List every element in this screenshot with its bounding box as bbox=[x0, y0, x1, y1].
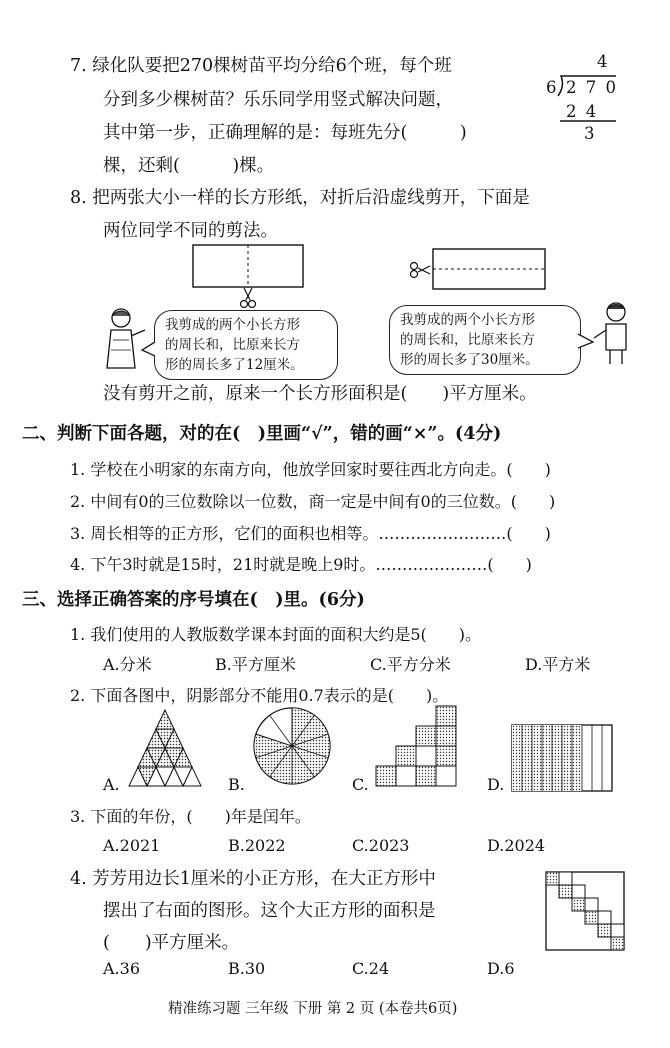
sec3-q3-option-b: B.2022 bbox=[228, 836, 286, 855]
bubble-left-line2: 的周长和，比原来长方 bbox=[165, 337, 300, 353]
scissors-icon-right bbox=[408, 260, 430, 280]
speech-bubble-left bbox=[154, 310, 338, 380]
sec2-item-3: 3. 周长相等的正方形，它们的面积也相等。……………………( ) bbox=[70, 524, 551, 543]
student-girl-icon bbox=[103, 306, 148, 371]
figure-c-label: C. bbox=[352, 775, 369, 794]
figure-big-square bbox=[546, 872, 626, 952]
figure-d-label: D. bbox=[487, 775, 505, 794]
bubble-left-line1: 我剪成的两个小长方形 bbox=[165, 317, 300, 333]
sec2-item-4: 4. 下午3时就是15时，21时就是晚上9时。…………………( ) bbox=[70, 555, 532, 574]
bubble-left-line3: 形的周长多了12厘米。 bbox=[165, 357, 304, 373]
bubble-right-line2: 的周长和，比原来长方 bbox=[400, 332, 535, 348]
sec3-q4-option-d: D.6 bbox=[487, 959, 515, 978]
q8-answer-line: 没有剪开之前，原来一个长方形面积是( )平方厘米。 bbox=[103, 384, 537, 404]
student-boy-icon bbox=[592, 300, 637, 365]
sec3-q1-option-c: C.平方分米 bbox=[370, 655, 451, 674]
sec3-q4-option-c: C.24 bbox=[352, 959, 390, 978]
q7-line4: 棵，还剩( )棵。 bbox=[103, 156, 275, 176]
sec3-q4-option-b: B.30 bbox=[228, 959, 266, 978]
speech-bubble-right bbox=[389, 305, 581, 375]
sec3-q4-line3: ( )平方厘米。 bbox=[103, 933, 240, 953]
bubble-left-tail bbox=[140, 340, 160, 360]
div-product: 2 4 bbox=[566, 102, 599, 121]
sec3-q1-option-b: B.平方厘米 bbox=[215, 655, 296, 674]
figure-a-triangle bbox=[118, 710, 213, 790]
q7-line1: 7. 绿化队要把270棵树苗平均分给6个班，每个班 bbox=[70, 56, 452, 76]
q7-line3: 其中第一步，正确理解的是：每班先分( ) bbox=[103, 123, 467, 143]
sec2-item-1: 1. 学校在小明家的东南方向，他放学回家时要往西北方向走。( ) bbox=[70, 460, 551, 479]
sec3-q4-line2: 摆出了右面的图形。这个大正方形的面积是 bbox=[103, 901, 436, 921]
figure-b-circle bbox=[252, 706, 332, 786]
sec3-q3-option-d: D.2024 bbox=[487, 836, 546, 855]
q8-line2: 两位同学不同的剪法。 bbox=[103, 221, 278, 241]
sec3-q4-option-a: A.36 bbox=[103, 959, 140, 978]
sec3-q3-option-c: C.2023 bbox=[352, 836, 410, 855]
div-divisor: 6 bbox=[546, 78, 557, 97]
bubble-right-line3: 形的周长多了30厘米。 bbox=[400, 352, 539, 368]
q8-line1: 8. 把两张大小一样的长方形纸，对折后沿虚线剪开，下面是 bbox=[70, 188, 530, 208]
bubble-right-line1: 我剪成的两个小长方形 bbox=[400, 312, 535, 328]
sec3-q1-option-d: D.平方米 bbox=[525, 655, 591, 674]
sec3-q3: 3. 下面的年份，( )年是闰年。 bbox=[70, 807, 311, 826]
figure-b-label: B. bbox=[228, 775, 245, 794]
div-quotient: 4 bbox=[597, 52, 608, 71]
section2-title: 二、判断下面各题，对的在( )里画“√”，错的画“×”。(4分) bbox=[22, 424, 502, 444]
sec3-q4-line1: 4. 芳芳用边长1厘米的小正方形，在大正方形中 bbox=[70, 869, 436, 889]
sec3-q1: 1. 我们使用的人教版数学课本封面的面积大约是5( )。 bbox=[70, 625, 482, 644]
figure-d-strips bbox=[512, 725, 617, 793]
figure-c-staircase bbox=[376, 706, 456, 786]
div-dividend: 2 7 0 bbox=[566, 78, 618, 97]
figure-a-label: A. bbox=[103, 775, 120, 794]
section3-title: 三、选择正确答案的序号填在( )里。(6分) bbox=[22, 590, 365, 610]
sec2-item-2: 2. 中间有0的三位数除以一位数，商一定是中间有0的三位数。( ) bbox=[70, 492, 556, 511]
sec3-q2: 2. 下面各图中，阴影部分不能用0.7表示的是( )。 bbox=[70, 686, 449, 705]
sec3-q3-option-a: A.2021 bbox=[103, 836, 161, 855]
sec3-q1-option-a: A.分米 bbox=[103, 655, 152, 674]
div-remainder: 3 bbox=[584, 124, 595, 143]
page-footer: 精准练习题 三年级 下册 第 2 页 (本卷共6页) bbox=[168, 1001, 458, 1017]
q7-line2: 分到多少棵树苗？乐乐同学用竖式解决问题， bbox=[103, 90, 453, 110]
